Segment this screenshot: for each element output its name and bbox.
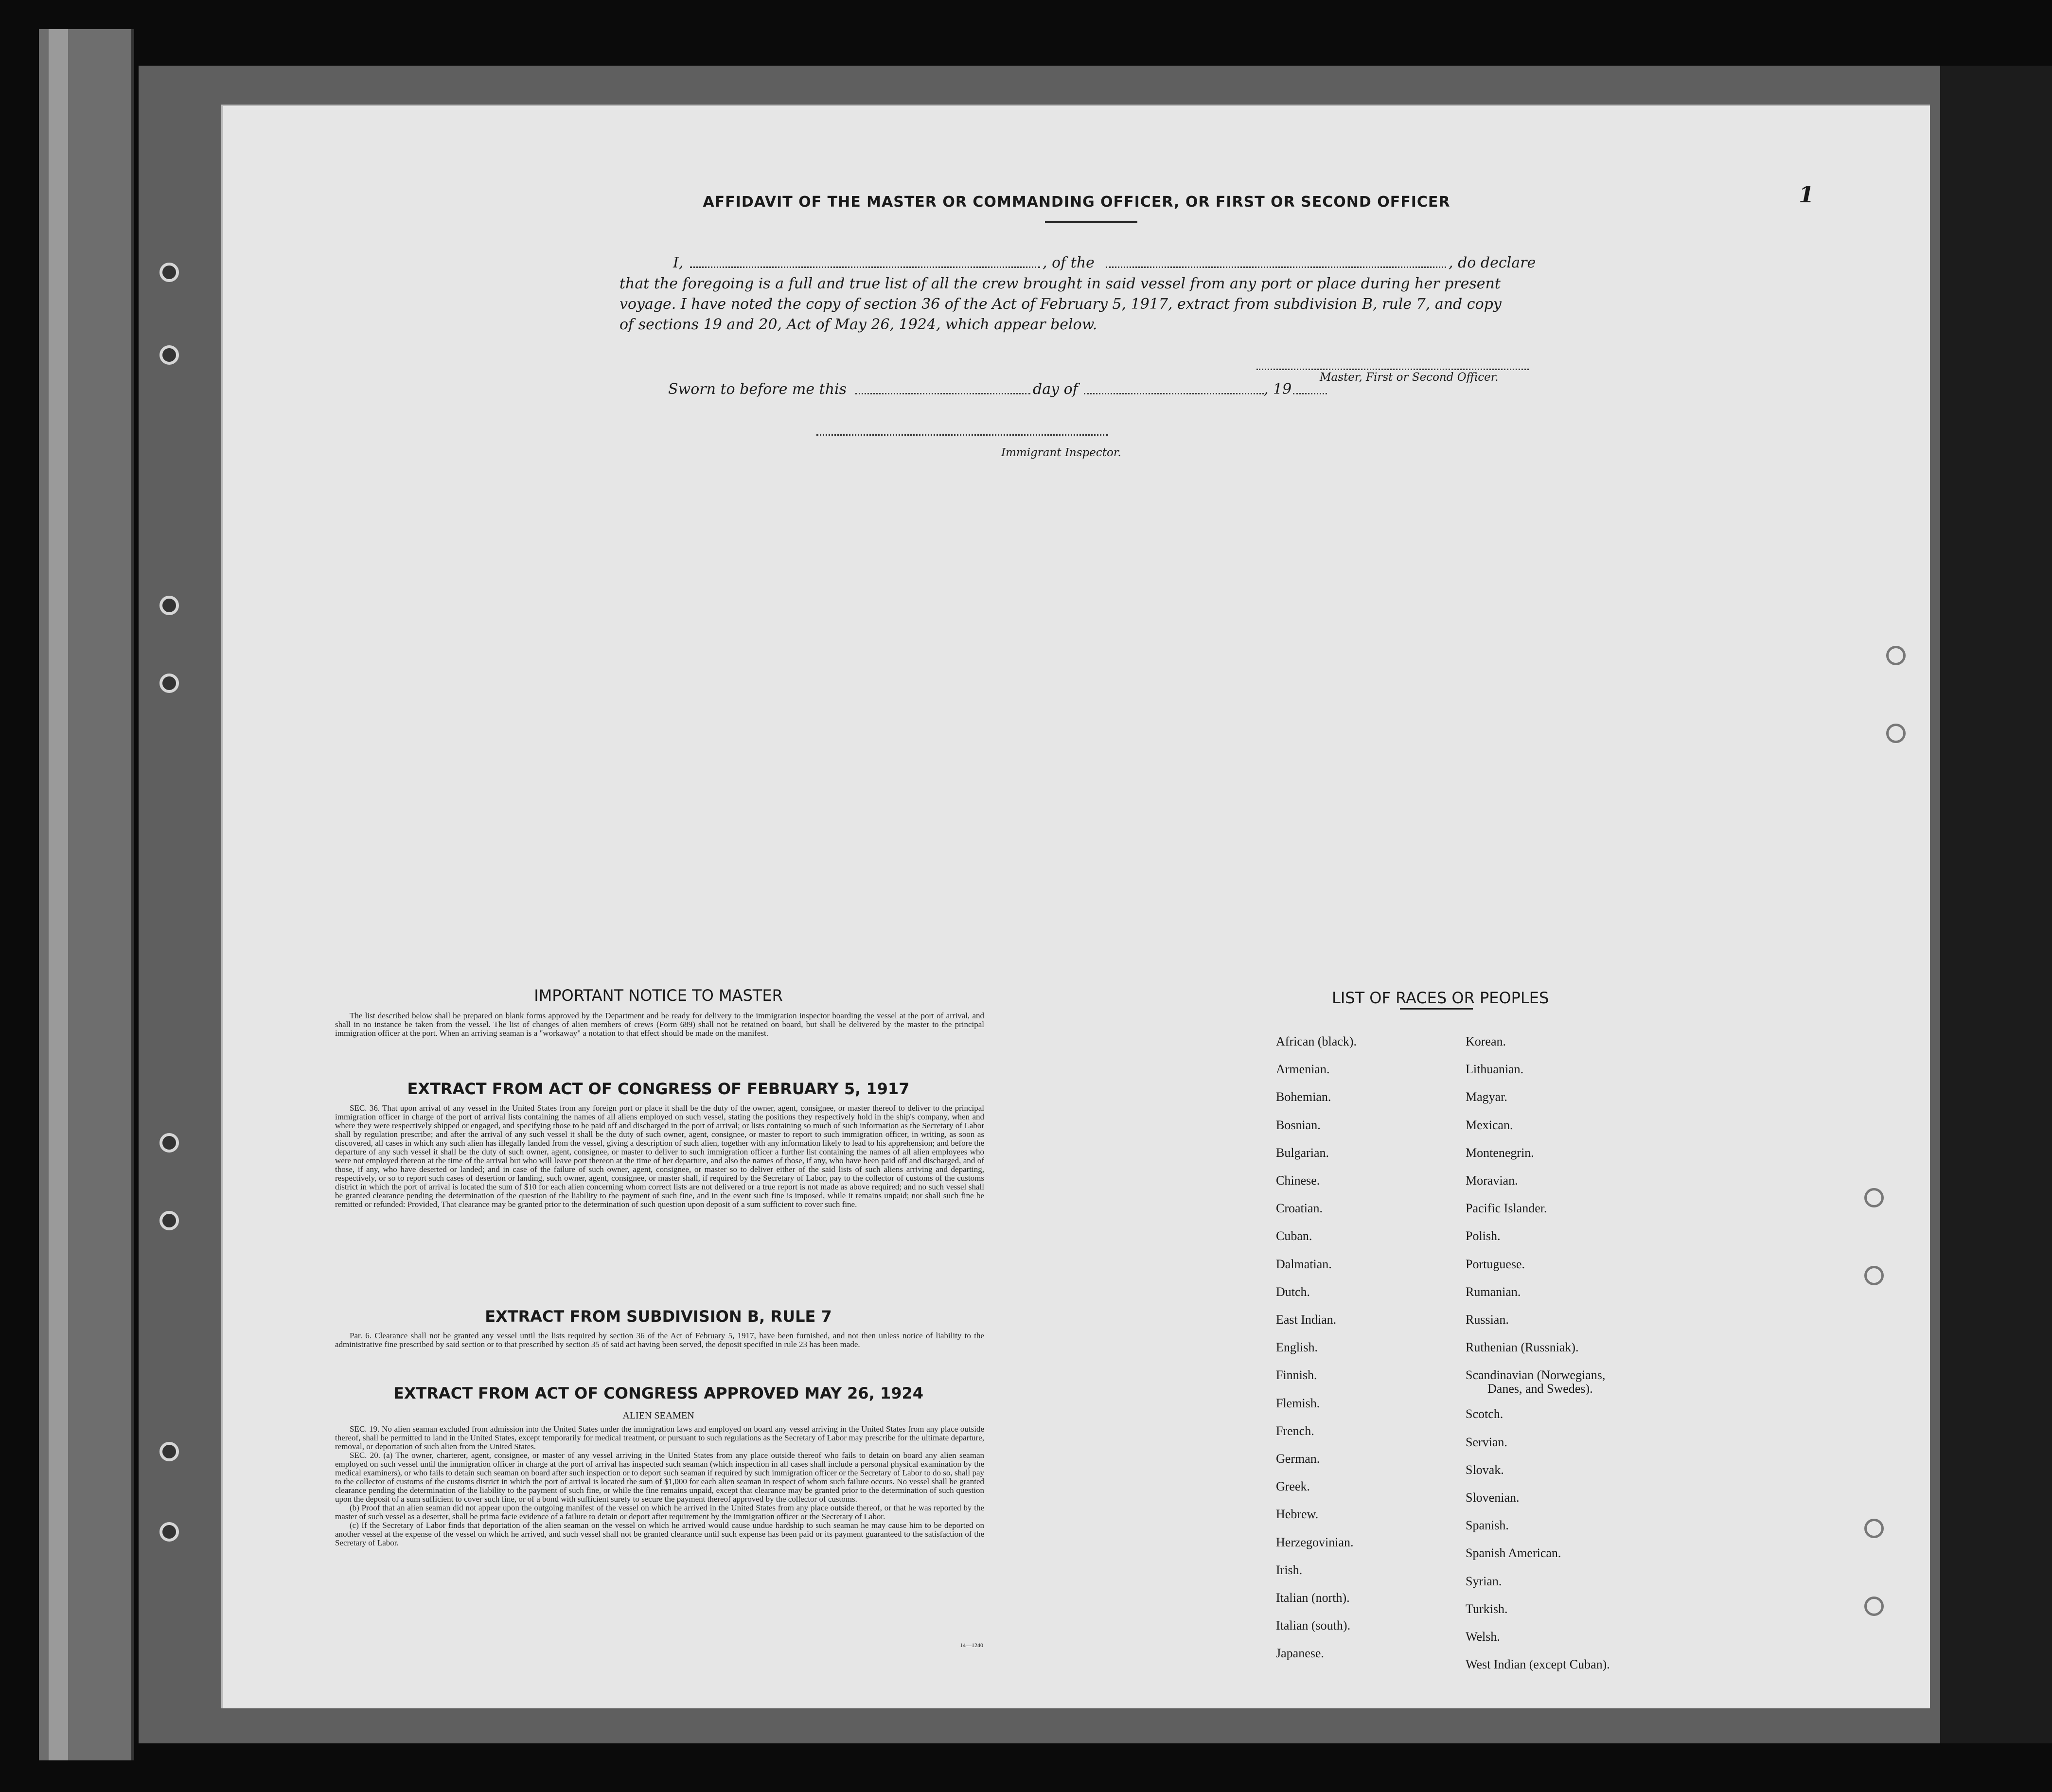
race-item: Moravian. (1466, 1173, 1518, 1188)
race-item: Finnish. (1276, 1368, 1317, 1383)
race-item: Dalmatian. (1276, 1257, 1332, 1271)
affidavit-i: I, (673, 254, 684, 271)
race-item: Russian. (1466, 1313, 1509, 1327)
sworn-month-field[interactable] (1084, 393, 1264, 394)
section-20c-paragraph: (c) If the Secretary of Labor finds that deportation of the alien seaman on the vessel on which he arrived would cause undue hardship to such seaman he may cause him to be deported on another vessel at the expense of the vessel on which he arrived, and such vessel shall not be granted clearance until such expense has been paid or its payment guaranteed to the satisfaction of the Secretary of Labor. (335, 1521, 984, 1547)
section-20b-paragraph: (b) Proof that an alien seaman did not appear upon the outgoing manifest of the vessel on which he arrived in the United States from any place outside thereof, or that he was reported by the master of such vessel as a deserter, shall be prima facie evidence of a failure to detain or deport after requirement by the immigration officer or the Secretary of Labor. (335, 1503, 984, 1521)
notice-title: IMPORTANT NOTICE TO MASTER (534, 986, 783, 1005)
binder-hole-icon (159, 596, 179, 615)
par6-paragraph: Par. 6. Clearance shall not be granted any vessel until the lists required by section 36 of the Act of February 5, 1917, have been furnished, and not then unless notice of liability to the administrative fine prescribed by said section or to that prescribed by section 35 of said act having been served, the deposit specified in rule 23 has been made. (335, 1331, 984, 1349)
section-20a-paragraph: SEC. 20. (a) The owner, charterer, agent, consignee, or master of any vessel arriving in the United States from any place outside thereof who fails to detain on board any alien seaman employed on such vessel until the immigration officer in charge at the port of arrival has inspected such seaman (which inspection in all cases shall include a personal physical examination by the medical examiners), or who fails to detain such seaman on board after such inspection or to deport such seaman if required by such immigration officer or the Secretary of Labor to do so, shall pay to the collector of customs of the customs district in which the port of arrival is located the sum of $1,000 for each alien seaman in respect of whom such failure occurs. No vessel shall be granted clearance pending the determination of the liability to the payment of such fine, or while the fine remains unpaid, except that clearance may be granted prior to the determination of such question upon the deposit of a sum sufficient to cover such fine, or of a bond with sufficient surety to secure the payment thereof approved by the collector of customs. (335, 1451, 984, 1504)
race-item: Italian (north). (1276, 1591, 1350, 1605)
punch-hole-icon (1864, 1597, 1884, 1616)
race-item: Flemish. (1276, 1396, 1320, 1410)
binder-hole-icon (159, 674, 179, 693)
sworn-label: Sworn to before me this (668, 381, 847, 398)
race-item: Rumanian. (1466, 1284, 1521, 1299)
name-field[interactable] (690, 266, 1040, 268)
race-item: Slovak. (1466, 1462, 1504, 1477)
binder-hole-icon (159, 1522, 179, 1542)
race-item: Syrian. (1466, 1574, 1502, 1588)
race-item: Korean. (1466, 1034, 1506, 1048)
race-item: Portuguese. (1466, 1257, 1525, 1271)
affidavit-of-the: , of the (1043, 254, 1095, 271)
affidavit-declare: , do declare (1449, 254, 1536, 271)
race-item: Mexican. (1466, 1118, 1513, 1132)
punch-hole-icon (1886, 724, 1906, 743)
punch-hole-icon (1864, 1519, 1884, 1538)
race-item: Scotch. (1466, 1407, 1504, 1421)
race-item: French. (1276, 1423, 1314, 1438)
document-page (221, 105, 1930, 1708)
punch-hole-icon (1886, 646, 1906, 665)
extract-1924-text (335, 1425, 984, 1547)
race-item: Servian. (1466, 1435, 1507, 1449)
master-signature-label: Master, First or Second Officer. (1320, 371, 1499, 384)
binder-hole-icon (159, 263, 179, 282)
race-item: Cuban. (1276, 1229, 1312, 1243)
race-item: Irish. (1276, 1562, 1303, 1577)
race-item: Slovenian. (1466, 1490, 1520, 1505)
race-item: Spanish American. (1466, 1546, 1561, 1561)
race-item: Armenian. (1276, 1062, 1330, 1077)
punch-hole-icon (1864, 1266, 1884, 1285)
affidavit-line-4: of sections 19 and 20, Act of May 26, 1924, which appear below. (619, 316, 1097, 333)
race-item: East Indian. (1276, 1313, 1337, 1327)
race-item: Ruthenian (Russniak). (1466, 1340, 1579, 1355)
race-item: Herzegovinian. (1276, 1535, 1354, 1549)
extract-1917-title: EXTRACT FROM ACT OF CONGRESS OF FEBRUARY 5, 1917 (407, 1080, 910, 1098)
affidavit-line-2: that the foregoing is a full and true list of all the crew brought in said vessel from any port or place during her present (619, 275, 1501, 292)
affidavit-title: AFFIDAVIT OF THE MASTER OR COMMANDING OFFICER, OR FIRST OR SECOND OFFICER (703, 194, 1451, 211)
race-item: Chinese. (1276, 1173, 1320, 1188)
notice-text (335, 1011, 984, 1038)
title-divider (1045, 221, 1137, 223)
extract-1917-text (335, 1104, 984, 1209)
race-item: Bulgarian. (1276, 1145, 1329, 1160)
race-item: Hebrew. (1276, 1507, 1319, 1522)
notice-paragraph: The list described below shall be prepared on blank forms approved by the Department and be ready for delivery to the immigration inspector boarding the vessel at the port of arrival, and shall in no instance be taken from the vessel. The list of changes of alien members of crews (Form 689) shall not be retained on board, but shall be delivered by the master to the principal immigration officer at the port. When an arriving seaman is a "workaway" a notation to that effect should be made on the manifest. (335, 1011, 984, 1038)
race-item: Montenegrin. (1466, 1145, 1534, 1160)
binder-hole-icon (159, 1133, 179, 1153)
race-item: Scandinavian (Norwegians, (1466, 1368, 1606, 1383)
race-item: Greek. (1276, 1479, 1310, 1494)
races-divider (1400, 1008, 1473, 1010)
section-19-paragraph: SEC. 19. No alien seaman excluded from admission into the United States under the immigration laws and employed on board any vessel arriving in the United States from any place outside thereof, shall be permitted to land in the United States, except temporarily for medical treatment, or pursuant to such regulations as the Secretary of Labor may prescribe for the ultimate departure, removal, or deportation of such alien from the United States. (335, 1424, 984, 1451)
race-item: Bosnian. (1276, 1118, 1321, 1132)
race-item: Spanish. (1466, 1518, 1509, 1533)
race-item: Dutch. (1276, 1284, 1310, 1299)
race-item: Bohemian. (1276, 1090, 1331, 1104)
sworn-year-field[interactable] (1293, 393, 1327, 394)
binder-hole-icon (159, 1211, 179, 1230)
binder-hole-icon (159, 1442, 179, 1461)
binder-hole-icon (159, 345, 179, 365)
alien-seamen-subtitle: ALIEN SEAMEN (622, 1410, 694, 1421)
punch-hole-icon (1864, 1188, 1884, 1207)
races-title: LIST OF RACES OR PEOPLES (1332, 989, 1549, 1007)
race-item: Turkish. (1466, 1601, 1508, 1616)
right-binding-strip (1940, 66, 2052, 1743)
race-item: Japanese. (1276, 1646, 1324, 1661)
race-item: Pacific Islander. (1466, 1201, 1547, 1216)
race-item: German. (1276, 1452, 1320, 1466)
rule7-title: EXTRACT FROM SUBDIVISION B, RULE 7 (485, 1307, 832, 1326)
master-signature-line[interactable] (1256, 369, 1529, 370)
extract-1924-title: EXTRACT FROM ACT OF CONGRESS APPROVED MAY 26, 1924 (393, 1384, 924, 1402)
day-of-label: day of (1033, 381, 1078, 398)
race-item: Italian (south). (1276, 1618, 1351, 1633)
race-item: Croatian. (1276, 1201, 1323, 1216)
race-item: Welsh. (1466, 1630, 1500, 1644)
affidavit-line-3: voyage. I have noted the copy of section 36 of the Act of February 5, 1917, extract from subdivision B, rule 7, and copy (619, 296, 1502, 313)
year-label: , 19 (1264, 381, 1292, 398)
race-item: Lithuanian. (1466, 1062, 1524, 1077)
race-item: Polish. (1466, 1229, 1501, 1243)
page-number-mark: 1 (1799, 181, 1815, 208)
left-binding-strip (39, 29, 134, 1760)
form-number: 14—1240 (960, 1642, 983, 1649)
race-item: Magyar. (1466, 1090, 1507, 1104)
race-item: English. (1276, 1340, 1318, 1355)
inspector-signature-line[interactable] (816, 434, 1108, 436)
race-item: West Indian (except Cuban). (1466, 1657, 1610, 1672)
sworn-day-field[interactable] (855, 393, 1030, 394)
vessel-field[interactable] (1106, 266, 1446, 268)
inspector-signature-label: Immigrant Inspector. (1001, 446, 1121, 459)
section-36-paragraph: SEC. 36. That upon arrival of any vessel in the United States from any foreign port or place it shall be the duty of the owner, agent, consignee, or master thereof to deliver to the principal immigration officer in charge of the port of arrival lists containing the names of all aliens employed on such vessel, stating the positions they respectively hold in the ship's company, when and where they were respectively shipped or engaged, and specifying those to be paid off and discharged in the port of arrival; or lists containing so much of such information as the Secretary of Labor shall by regulation prescribe; and after the arrival of any such vessel it shall be the duty of such owner, agent, consignee, or master to report to such immigration officer, in writing, as soon as discovered, all cases in which any such alien has illegally landed from the vessel, giving a description of such alien, together with any information likely to lead to his apprehension; and before the departure of any such vessel it shall be the duty of such owner, agent, consignee, or master to deliver to such immigration officer a further list containing the names of all alien employees who were not employed thereon at the time of the arrival but who will leave port thereon at the time of her departure, and also the names of those, if any, who have been paid off and discharged, and of those, if any, who have deserted or landed; and in case of the failure of such owner, agent, consignee, or master so to deliver either of the said lists of such aliens arriving and departing, respectively, or so to report such cases of desertion or landing, such owner, agent, consignee, or master shall, if required by the Secretary of Labor, pay to the collector of customs of the customs district in which the port of arrival is located the sum of $10 for each alien concerning whom correct lists are not delivered or a true report is not made as above required; and no such vessel shall be granted clearance pending the determination of the question of the liability to the payment of such fine, and in the event such fine is imposed, while it remains unpaid; nor shall such fine be remitted or refunded: Provided, That clearance may be granted prior to the determination of such question upon deposit of a sum sufficient to cover such fine. (335, 1103, 984, 1209)
race-item: Danes, and Swedes). (1487, 1382, 1593, 1396)
race-item: African (black). (1276, 1034, 1357, 1048)
rule7-text (335, 1331, 984, 1349)
